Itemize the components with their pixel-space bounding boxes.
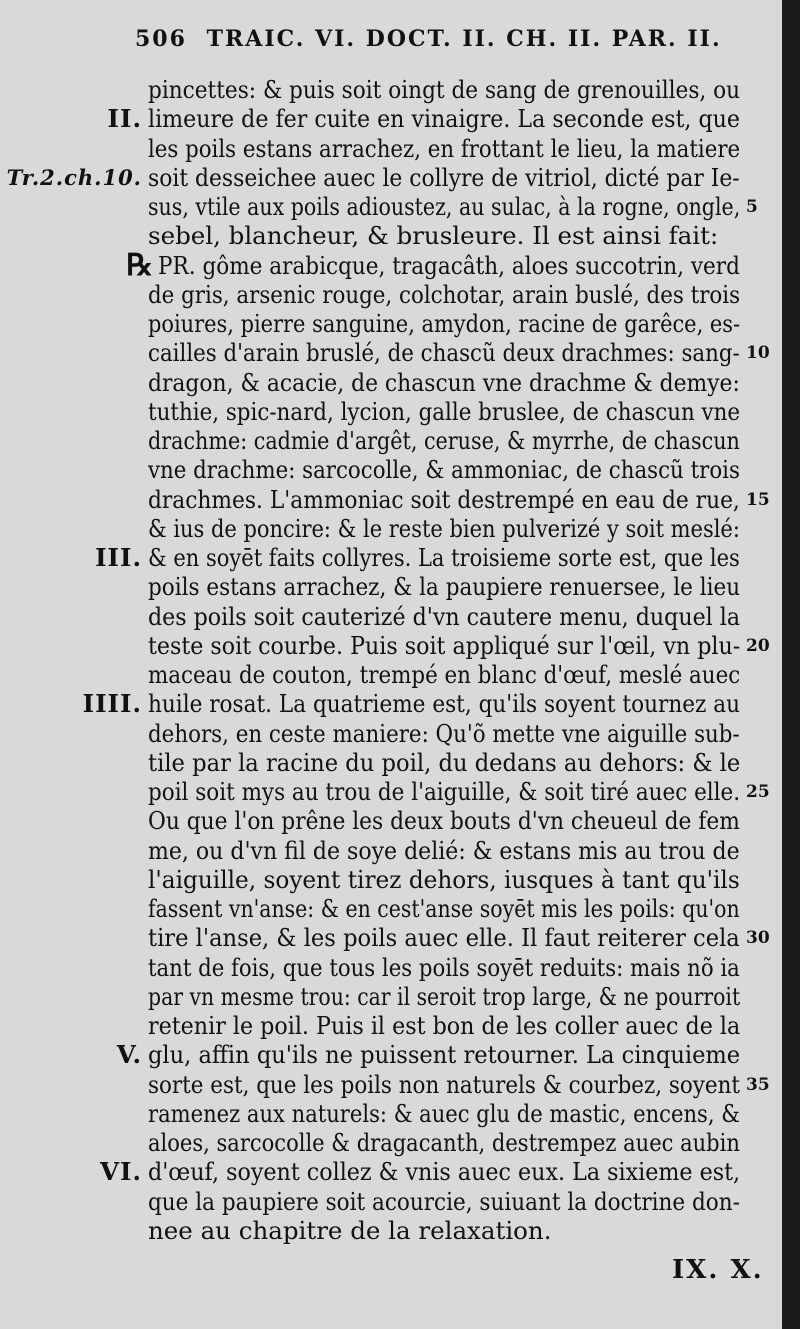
- line-text: sebel, blancheur, & brusleure. Il est ainsi fait:: [148, 221, 719, 251]
- text-line: [0, 74, 782, 106]
- line-text: me, ou d'vn fil de soye delié: & estans mis au trou de: [148, 835, 740, 865]
- margin-note: II.: [107, 104, 142, 134]
- line-text: tant de fois, que tous les poils soyēt reduits: mais nõ ia: [148, 952, 740, 982]
- line-text: cailles d'arain bruslé, de chascũ deux drachmes: sang-: [148, 338, 740, 368]
- running-title: TRAIC. VI. DOCT. II. CH. II. PAR. II.: [206, 26, 722, 52]
- line-text: par vn mesme trou: car il seroit trop large, & ne pourroit: [148, 981, 741, 1011]
- line-text: drachme: cadmie d'argêt, ceruse, & myrrhe, de chascun: [148, 426, 740, 455]
- line-text: nee au chapitre de la relaxation.: [148, 1215, 552, 1245]
- line-text: dragon, & acacie, de chascun vne drachme & demye:: [148, 367, 740, 397]
- line-text: tile par la racine du poil, du dedans au dehors: & le: [148, 747, 741, 777]
- line-text: sus, vtile aux poils adioustez, au sulac, à la rogne, ongle,: [148, 192, 741, 221]
- line-text: poil soit mys au trou de l'aiguille, & soit tiré auec elle.: [148, 777, 741, 806]
- line-text: poils estans arrachez, & la paupiere renuersee, le lieu: [148, 572, 741, 602]
- line-text: dehors, en ceste maniere: Qu'õ mette vne aiguille sub-: [148, 718, 740, 748]
- margin-note: Tr.2.ch.10.: [6, 164, 142, 190]
- margin-note: III.: [95, 543, 142, 572]
- page-number: 506: [135, 26, 187, 52]
- margin-note: VI.: [100, 1157, 142, 1187]
- catchword: IX. X.: [672, 1255, 764, 1285]
- line-text: sorte est, que les poils non naturels & courbez, soyent: [148, 1069, 741, 1099]
- line-number: 15: [746, 489, 770, 510]
- text-line: [0, 571, 782, 603]
- line-number: 30: [746, 928, 770, 949]
- text-line: [0, 688, 782, 720]
- text-line: [0, 1098, 782, 1130]
- text-line: [0, 513, 782, 545]
- line-text: drachmes. L'ammoniac soit destrempé en eau de rue,: [148, 484, 740, 514]
- text-line: [0, 601, 782, 633]
- line-text: vne drachme: sarcocolle, & ammoniac, de chascũ trois: [148, 455, 740, 485]
- text-line: [0, 308, 782, 340]
- text-line: [0, 805, 782, 837]
- text-line: [0, 747, 782, 779]
- text-line: [0, 864, 782, 896]
- text-line: [0, 630, 782, 662]
- text-line: [0, 981, 782, 1013]
- margin-note: IIII.: [82, 689, 142, 719]
- text-line: [0, 1039, 782, 1071]
- line-text: fassent vn'anse: & en cest'anse soyēt mis les poils: qu'on: [148, 894, 740, 923]
- text-line: [0, 1156, 782, 1188]
- line-text: des poils soit cauterizé d'vn cautere menu, duquel la: [148, 601, 741, 631]
- text-line: [0, 396, 782, 428]
- line-text: d'œuf, soyent collez & vnis auec eux. La sixieme est,: [148, 1157, 741, 1187]
- line-text: & ius de poncire: & le reste bien pulverizé y soit meslé:: [148, 513, 740, 543]
- line-text: l'aiguille, soyent tirez dehors, iusques à tant qu'ils: [148, 864, 740, 894]
- line-text: retenir le poil. Puis il est bon de les coller auec de la: [148, 1011, 741, 1040]
- line-number: 10: [746, 343, 770, 364]
- line-text: maceau de couton, trempé en blanc d'œuf, meslé auec: [148, 660, 741, 689]
- text-line: [0, 1127, 782, 1159]
- text-line: [0, 1010, 782, 1042]
- line-text: Ou que l'on prêne les deux bouts d'vn cheueul de fem: [148, 806, 740, 836]
- text-line: [0, 922, 782, 954]
- margin-note: V.: [116, 1040, 142, 1070]
- line-text: de gris, arsenic rouge, colchotar, arain buslé, des trois: [148, 279, 741, 309]
- running-header: [135, 26, 722, 52]
- line-text: huile rosat. La quatrieme est, qu'ils soyent tournez au: [148, 689, 741, 719]
- text-line: [0, 162, 782, 194]
- text-line: [0, 659, 782, 691]
- text-line: [0, 425, 782, 457]
- text-line: [0, 220, 782, 252]
- text-line: [0, 718, 782, 750]
- line-text: pincettes: & puis soit oingt de sang de grenouilles, ou: [148, 75, 741, 104]
- text-line: [0, 367, 782, 399]
- text-line: [0, 279, 782, 311]
- text-line: [0, 1215, 782, 1247]
- line-text: poiures, pierre sanguine, amydon, racine de garêce, es-: [148, 309, 741, 338]
- line-text: que la paupiere soit acourcie, suiuant la doctrine don-: [148, 1186, 740, 1216]
- line-text: teste soit courbe. Puis soit appliqué sur l'œil, vn plu-: [148, 630, 741, 660]
- text-line: [0, 1069, 782, 1101]
- line-text: aloes, sarcocolle & dragacanth, destrempez auec aubin: [148, 1128, 740, 1157]
- text-line: [0, 776, 782, 808]
- text-line: [0, 454, 782, 486]
- recipe-symbol: ℞: [126, 247, 154, 283]
- text-line: [0, 835, 782, 867]
- line-number: 35: [746, 1074, 770, 1095]
- page-edge-shadow: [782, 0, 800, 1329]
- line-text: tuthie, spic-nard, lycion, galle bruslee, de chascun vne: [148, 396, 741, 426]
- text-line: [0, 952, 782, 984]
- text-line: [0, 133, 782, 165]
- line-text: PR. gôme arabicque, tragacâth, aloes succotrin, verd: [158, 250, 740, 280]
- line-text: les poils estans arrachez, en frottant le lieu, la matiere: [148, 133, 741, 163]
- line-number: 25: [746, 782, 770, 802]
- text-line: [0, 247, 782, 283]
- text-line: [0, 103, 782, 135]
- text-line: [0, 893, 782, 925]
- line-text: ramenez aux naturels: & auec glu de mastic, encens, &: [148, 1098, 740, 1128]
- text-line: [0, 484, 782, 516]
- line-text: tire l'anse, & les poils auec elle. Il faut reiterer cela: [148, 923, 740, 953]
- text-line: [0, 191, 782, 223]
- line-text: soit desseichee auec le collyre de vitriol, dicté par Ie-: [148, 162, 740, 192]
- text-line: [0, 1186, 782, 1218]
- line-text: & en soyēt faits collyres. La troisieme sorte est, que les: [148, 543, 740, 572]
- line-text: limeure de fer cuite en vinaigre. La seconde est, que: [148, 104, 740, 134]
- text-line: [0, 542, 782, 574]
- line-number: 5: [746, 197, 758, 217]
- line-number: 20: [746, 635, 770, 656]
- line-text: glu, affin qu'ils ne puissent retourner. La cinquieme: [148, 1040, 741, 1070]
- text-line: [0, 337, 782, 369]
